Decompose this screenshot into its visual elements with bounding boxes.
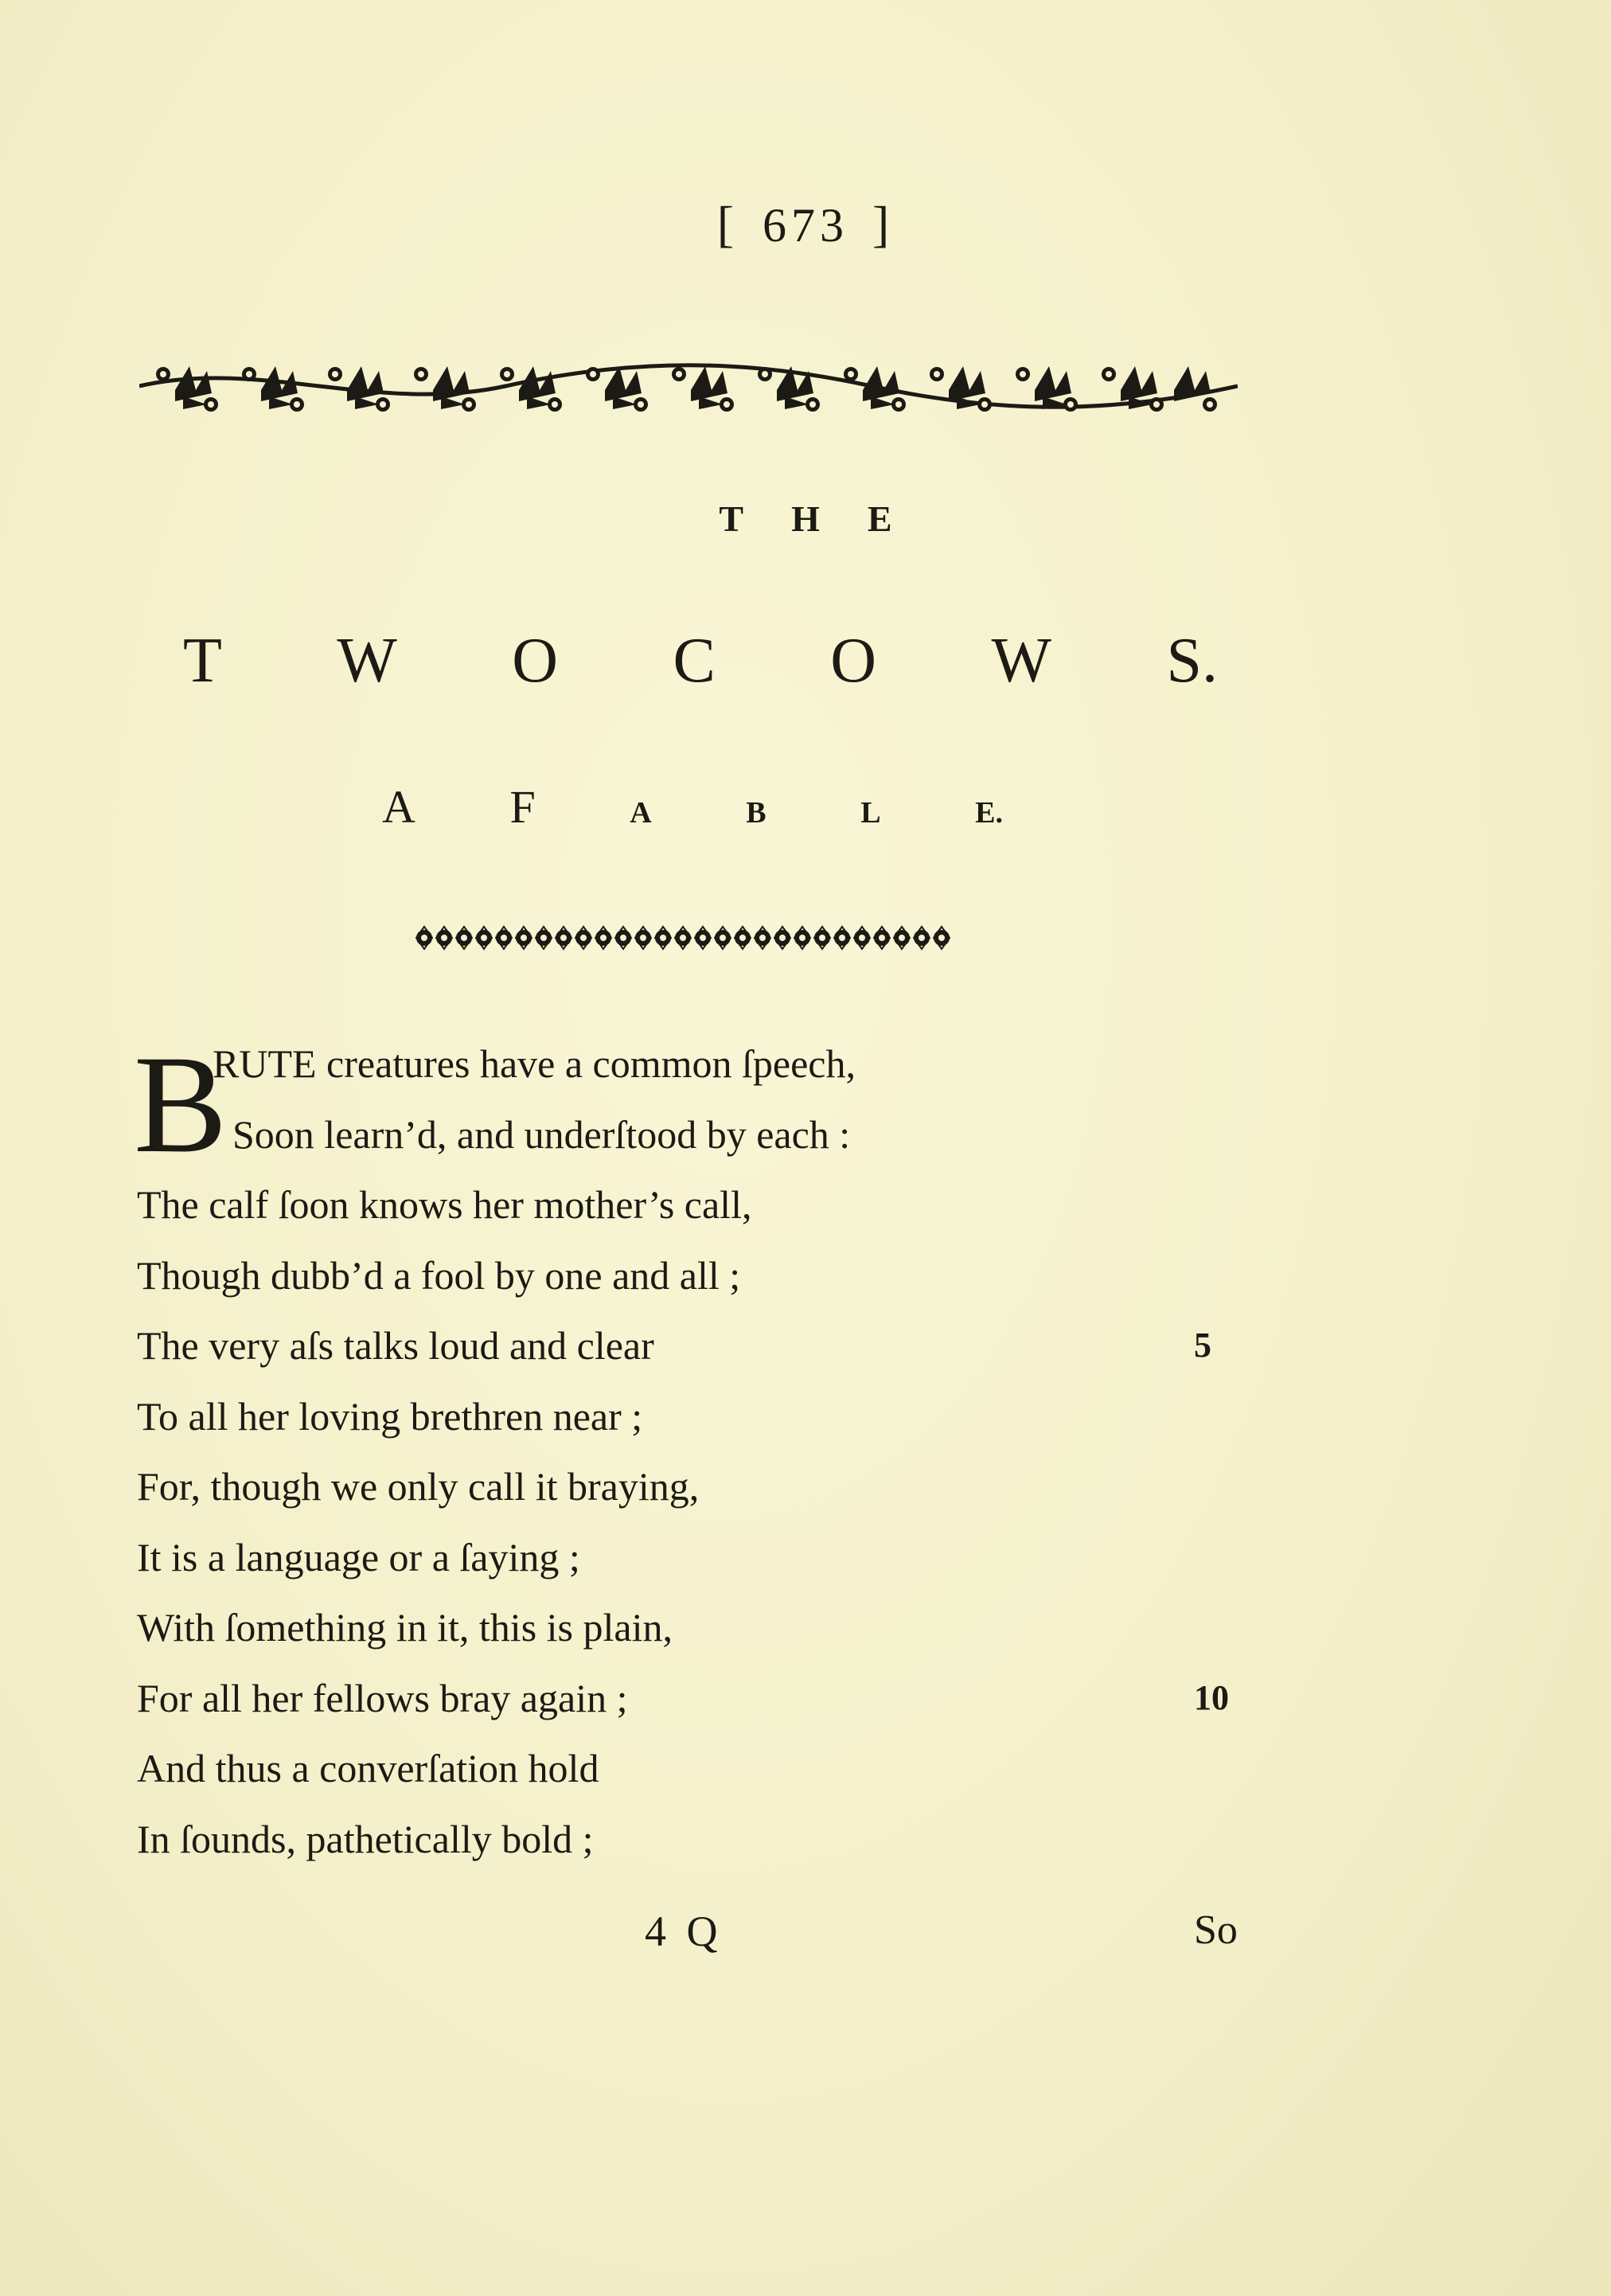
poem-line xyxy=(137,1663,1251,1734)
title-letter: C xyxy=(673,626,716,696)
poem-line-text: Though dubb’d a fool by one and all ; xyxy=(137,1252,741,1298)
ornamental-rule xyxy=(414,923,963,952)
bracket-close: ] xyxy=(872,196,895,252)
poem-line-text: And thus a converſation hold xyxy=(137,1746,599,1790)
subtitle xyxy=(382,781,1003,840)
line-number: 10 xyxy=(1194,1677,1229,1717)
subtitle-letter: B xyxy=(746,796,766,830)
subtitle-letter: L xyxy=(860,796,881,830)
title-letter: W xyxy=(991,626,1052,696)
poem-line xyxy=(137,1592,1251,1663)
bracket-open: [ xyxy=(716,196,739,252)
catchword: So xyxy=(1194,1907,1238,1953)
poem-line xyxy=(137,1310,1251,1381)
subtitle-letter: E. xyxy=(975,796,1003,830)
subtitle-letter: A xyxy=(382,781,415,833)
floral-band-ornament xyxy=(139,350,1238,422)
title-the: THE xyxy=(719,498,940,539)
poem-line xyxy=(137,1733,1251,1804)
title-letter: O xyxy=(512,626,559,696)
subtitle-letter: F xyxy=(509,781,536,833)
poem-line-text: Soon learn’d, and underſtood by each : xyxy=(232,1111,851,1157)
poem-line-text: To all her loving brethren near ; xyxy=(137,1393,643,1439)
poem-line-text: In ſounds, pathetically bold ; xyxy=(137,1816,594,1861)
poem-line-text: It is a language or a ſaying ; xyxy=(137,1534,580,1579)
poem-line-text: RUTE creatures have a common ſpeech, xyxy=(213,1041,856,1086)
poem-line-text: The very aſs talks loud and clear xyxy=(137,1323,654,1368)
poem-line xyxy=(137,1099,1251,1170)
title-letter: O xyxy=(830,626,877,696)
poem-line-text: For, though we only call it braying, xyxy=(137,1464,700,1509)
line-number: 5 xyxy=(1194,1326,1211,1365)
poem-line xyxy=(137,1804,1251,1875)
running-head xyxy=(0,196,1611,252)
poem-line xyxy=(137,1381,1251,1452)
subtitle-letter: A xyxy=(630,796,652,830)
poem-line-text: The calf ſoon knows her mother’s call, xyxy=(137,1182,752,1227)
title-main xyxy=(183,626,1218,701)
title-letter: W xyxy=(337,626,397,696)
poem-line-text: For all her fellows bray again ; xyxy=(137,1675,628,1720)
signature-mark: 4 Q xyxy=(645,1907,723,1955)
poem xyxy=(134,1027,1251,1874)
drop-cap: B xyxy=(134,1027,228,1182)
poem-line xyxy=(137,1240,1251,1311)
poem-line xyxy=(137,1169,1251,1240)
page-number: 673 xyxy=(763,199,848,252)
poem-line xyxy=(137,1451,1251,1522)
title-letter: S. xyxy=(1166,626,1218,696)
poem-line-text: With ſomething in it, this is plain, xyxy=(137,1605,673,1650)
poem-line xyxy=(137,1522,1251,1593)
title-letter: T xyxy=(183,626,222,696)
